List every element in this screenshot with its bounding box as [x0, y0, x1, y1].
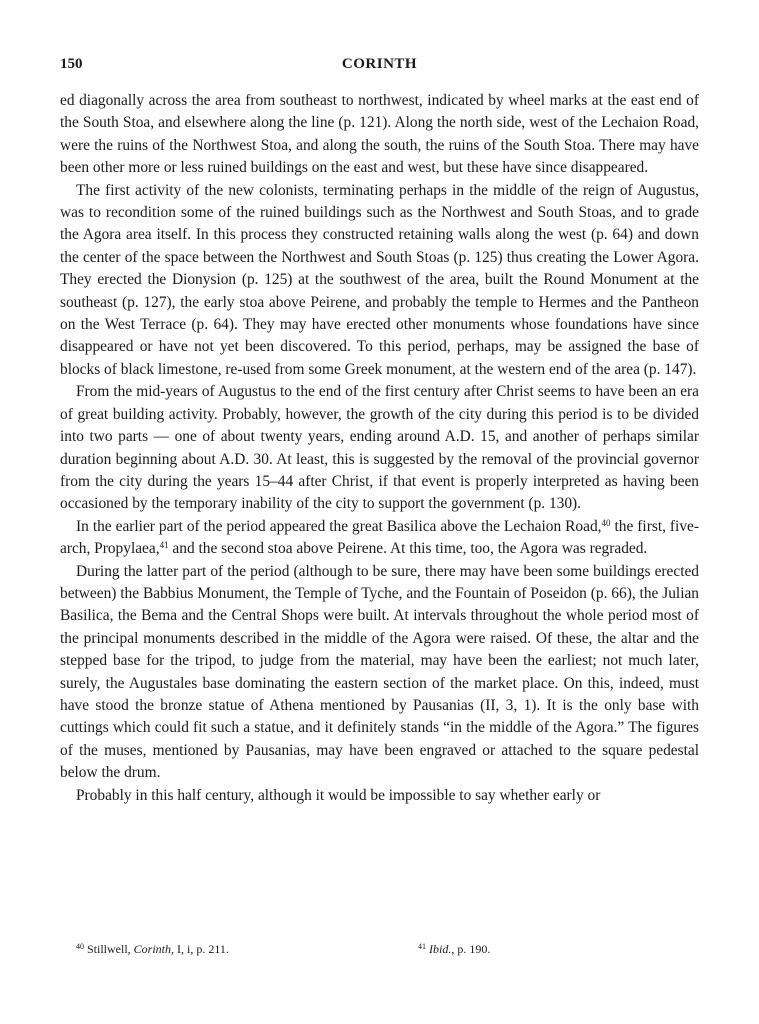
paragraph: In the earlier part of the period appeared the great Basilica above the Lechaion Road,$^{40}$ the first, five-arch, Propylaea,$^{41}$ and the second stoa above Peirene. At this time, too, the Agora was regraded. [60, 517, 699, 558]
footnote-title: Corinth [133, 942, 172, 956]
paragraph: The first activity of the new colonists, terminating perhaps in the middle of the reign of Augustus, was to recondition some of the ruined buildings such as the Northwest and South Stoas, and to grade the Agora area itself. In this process they constructed retaining walls along the west (p. 64) and down the center of the space between the Northwest and South Stoas (p. 125) thus creating the Lower Agora. They erected the Dionysion (p. 125) at the southwest of the area, built the Round Monument at the southeast (p. 127), the early stoa above Peirene, and probably the temple to Hermes and the Pantheon on the West Terrace (p. 64). They may have erected other monuments whose foundations have since disappeared or have not yet been discovered. To this period, perhaps, may be assigned the base of blocks of black limestone, re-used from some Greek monument, at the western end of the area (p. 147). [60, 181, 699, 378]
paragraph: ed diagonally across the area from southeast to northwest, indicated by wheel marks at the east end of the South Stoa, and elsewhere along the line (p. 121). Along the north side, west of the Lechaion Road, were the ruins of the Northwest Stoa, and along the south, the ruins of the South Stoa. There may have been other more or less ruined buildings on the east and west, but these have since disappeared. [60, 92, 699, 177]
page-number: 150 [60, 56, 83, 72]
footnote-title: Ibid. [429, 942, 452, 956]
paragraph: During the latter part of the period (although to be sure, there may have been some buildings erected between) the Babbius Monument, the Temple of Tyche, and the Fountain of Poseidon (p. 66), the Julian Basilica, the Bema and the Central Shops were built. At intervals throughout the whole period most of the principal monuments described in the middle of the Agora were raised. Of these, the altar and the stepped base for the tripod, to judge from the material, may have been the earliest; not much later, surely, the Augustales base dominating the eastern section of the market place. On this, indeed, must have stood the bronze statue of Athena mentioned by Pausanias (II, 3, 1). It is the only base with cuttings which could fit such a statue, and it definitely stands “in the middle of the Agora.” The figures of the muses, mentioned by Pausanias, may have been engraved or attached to the square pedestal below the drum. [60, 562, 699, 782]
footnote-41: $^{41}$ Ibid., p. 190. [418, 942, 491, 956]
book-page [60, 56, 699, 956]
paragraph: Probably in this half century, although it would be impossible to say whether early or [76, 786, 601, 804]
footnote-40: $^{40}$ Stillwell, Corinth, I, i, p. 211. [76, 942, 229, 956]
footnote-ref-40: 40 [601, 517, 611, 528]
footnote-marker: 40 [76, 942, 84, 951]
footnote-marker: 41 [418, 942, 426, 951]
running-head: CORINTH [341, 56, 418, 72]
page-header [60, 56, 699, 78]
footnote-ref-41: 41 [159, 540, 169, 551]
body-text [60, 90, 699, 807]
paragraph: From the mid-years of Augustus to the end of the first century after Christ seems to have been an era of great building activity. Probably, however, the growth of the city during this period is to be divided into two parts — one of about twenty years, ending around A.D. 15, and another of perhaps similar duration beginning about A.D. 30. At least, this is suggested by the removal of the provincial governor from the city during the years 15–44 after Christ, if that event is properly interpreted as having been occasioned by the temporary inability of the city to support the government (p. 130). [60, 383, 699, 513]
